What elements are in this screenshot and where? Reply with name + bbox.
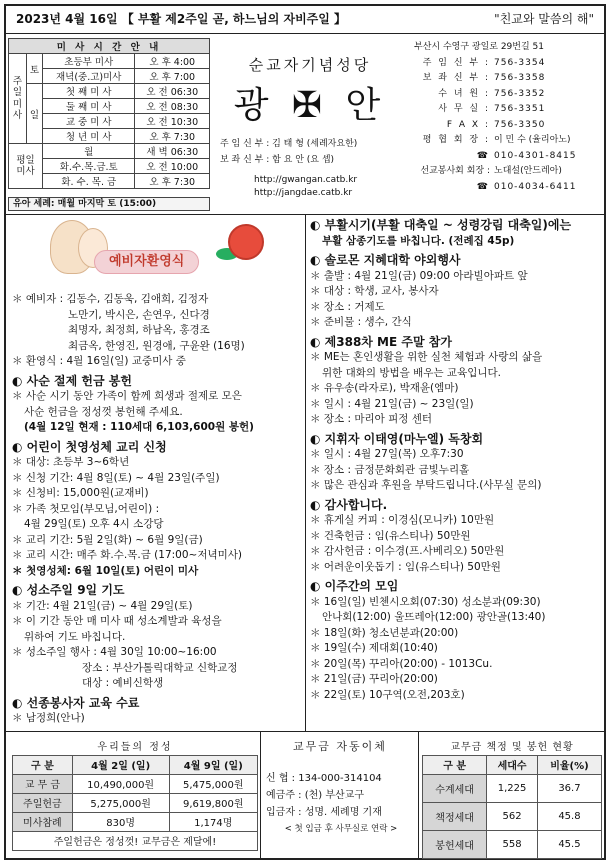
contact-row [410,133,602,149]
text-line: 4월 29일(토) 오후 4시 소강당 [24,518,164,530]
text-line: ＊ 일시 : 4월 27일(목) 오후7:30 [310,448,464,460]
mass-time: 오 후 7:30 [135,174,210,189]
table-cell: 1,225 [487,774,538,802]
phone-icon: ☎ [476,181,490,192]
row-label: 미사참례 [13,812,73,831]
contact-row [410,71,602,87]
section-heading: ◐ 이주간의 모임 [310,579,399,593]
table-cell: 562 [487,802,538,830]
table-cell: 10,490,000원 [72,774,169,793]
contact-value: 010-4034-6411 [494,181,577,192]
assistant-priest-line: 보 좌 신 부 : 함 요 안 (요 셉) [220,155,335,165]
welcome-banner [12,218,302,292]
website-link[interactable]: http://gwangan.catb.kr [254,175,358,185]
giro-info [266,770,416,838]
contact-label: 사 무 실 : [438,104,490,114]
text-line: ＊ 가족 첫모임(부모님,어린이) : [12,502,160,515]
text-line: 최금옥, 한영진, 원경애, 구윤완 (16명) [68,339,245,352]
contact-row [410,102,602,118]
sunday-label: 일 [27,84,43,144]
contact-label: 보 좌 신 부 : [422,73,490,83]
phone-icon: ☎ [476,150,490,161]
text-line: ＊ 감사헌금 : 이수경(프.사베리오) 50만원 [310,545,505,557]
parish-subtitle: 순교자기념성당 [248,56,372,74]
table-cell: 1,174명 [169,812,257,831]
text-line: 최명자, 최정희, 하남옥, 홍경조 [68,324,210,336]
contact-label: 수 녀 원 : [438,88,490,99]
mass-time: 오 전 08:30 [135,99,210,114]
divider [260,731,261,860]
text-line: ＊ ME는 혼인생활을 위한 실천 체험과 사랑의 삶을 [310,351,543,363]
website-link[interactable]: http://jangdae.catb.kr [254,188,353,198]
weekday-mass-label: 평일 미사 [9,144,43,189]
text-line: ＊ 이 기간 동안 매 미사 때 성소계발과 육성을 [12,615,222,627]
offering-footer: 주일헌금은 정성껏! 교무금은 제달에! [13,831,258,850]
contact-value: 010-4301-8415 [494,150,577,161]
text-line: ＊ 장소 : 마리아 피정 센터 [310,413,433,425]
welcome-badge: 예비자환영식 [94,250,199,274]
text-line: ＊ 유우송(라자로), 박재윤(엠마) [310,382,459,394]
text-line: ＊ 많은 관심과 후원을 부탁드립니다.(사무실 문의) [310,479,542,491]
table-cell: 558 [487,830,538,858]
contact-value: 756-3354 [494,57,546,68]
text-line: ＊ 교리 기간: 5월 2일(화) ~ 6월 9일(금) [12,533,203,546]
section-heading: ◐ 선종봉사자 교육 수료 [12,695,140,710]
text-line: ＊ 출발 : 4월 21일(금) 09:00 아라빌아파트 앞 [310,269,528,282]
contact-row [410,149,602,165]
parish-name: 광 ✠ 안 [233,85,387,126]
text-line: ＊ 19일(수) 제대회(10:40) [310,642,438,654]
address-text: 부산시 수영구 광일로 29번길 51 [414,42,544,52]
mass-name: 교 중 미 사 [43,114,135,129]
right-column [310,218,602,703]
column-header: 세대수 [487,755,538,774]
mass-name: 화. 수. 목. 금 [43,174,135,189]
bulletin-header-bar [4,4,606,34]
section-heading: ◐ 성소주일 9일 기도 [12,583,125,597]
year-motto: "친교와 말씀의 해" [494,12,594,26]
contact-row [410,56,602,72]
table-cell: 5,275,000원 [72,793,169,812]
mass-name: 재녁(중.고)미사 [43,69,135,84]
text-line: 위한 대화의 방법을 배우는 교육입니다. [322,366,501,379]
contact-label: 주 임 신 부 : [422,57,490,68]
text-line: ＊ 건축헌금 : 임(유스티나) 50만원 [310,529,471,542]
row-label: 봉헌세대 [423,830,487,858]
text-line: (4월 12일 현재 : 110세대 6,103,600원 봉헌) [24,421,254,433]
mass-name: 월 [43,144,135,159]
text-line: ＊ 사순 시기 동안 가족이 함께 희생과 절제로 모은 [12,390,242,402]
contact-value: 756-3358 [494,73,546,83]
contact-label: 선교봉사회 회장 : [420,166,490,176]
text-line: ＊ 장소 : 거제도 [310,300,385,313]
flower-icon [228,224,264,260]
text-line: ＊ 20일(목) 꾸리아(20:00) - 1013Cu. [310,657,493,670]
contact-row [410,164,602,180]
table-cell: 5,475,000원 [169,774,257,793]
mass-name: 청 년 미 사 [43,129,135,144]
contact-value: 노대설(안드레아) [494,166,562,176]
row-label: 책정세대 [423,802,487,830]
sunday-mass-label: 주 일 미 사 [9,54,27,144]
text-line: ＊ 환영식 : 4월 16일(일) 교중미사 중 [12,355,186,367]
text-line: ＊ 일시 : 4월 21일(금) ~ 23일(일) [310,397,474,410]
text-line: 안나회(12:00) 울뜨레아(12:00) 광안골(13:40) [322,611,546,623]
contact-value: 이 민 수 (율리아노) [494,135,571,145]
table-cell: 45.5 [537,830,601,858]
text-line: 위하여 기도 바칩니다. [24,630,126,643]
column-header: 구 분 [423,755,487,774]
text-line: ＊ 대상 : 학생, 교사, 봉사자 [310,285,439,297]
row-label: 주일헌금 [13,793,73,812]
row-label: 수계세대 [423,774,487,802]
section-heading: ◐ 부활시기(부활 대축일 ~ 성령강림 대축일)에는 [310,218,572,232]
bank-account: 신 협 : 134-000-314104 [266,773,382,784]
column-header: 4월 9일 (일) [169,755,257,774]
table-cell: 36.7 [537,774,601,802]
text-line: ＊ 18일(화) 청소년분과(20:00) [310,626,459,639]
contact-value: 756-3352 [494,88,546,99]
address-line [410,40,602,56]
account-holder: 예금주 : (천) 부산교구 [266,790,364,801]
infant-baptism-note: 유아 세례: 매월 마지막 토 (15:00) [8,197,210,211]
left-column [12,218,302,727]
text-line: ＊ 22일(토) 10구역(오전,203호) [310,688,465,701]
depositor-note: 입금자 : 성명. 세례명 기재 [266,807,382,818]
mass-name: 화.수.목.금.토 [43,159,135,174]
section-heading: ◐ 제388차 ME 주말 참가 [310,334,452,349]
contact-row [410,118,602,134]
column-divider [305,214,306,731]
contact-office-note: < 첫 입금 후 사무실로 연락 > [284,824,398,834]
mass-schedule-title: 미 사 시 간 안 내 [9,39,210,54]
contact-label: F A X : [446,119,490,130]
table-cell: 830명 [72,812,169,831]
text-line: 부활 삼종기도를 바칩니다. (전례집 45p) [322,234,515,247]
table-cell: 45.8 [537,802,601,830]
text-line: ＊ 장소 : 금정문화회관 금빛누리홀 [310,463,470,476]
text-line: ＊ 남정희(안나) [12,712,85,724]
section-heading: ◐ 감사합니다. [310,497,388,512]
contact-value: 756-3351 [494,104,546,114]
text-line: 장소 : 부산가톨릭대학교 신학교정 [82,661,238,674]
text-line: ＊ 대상: 초등부 3~6학년 [12,456,130,468]
status-title: 교무금 책정 및 봉헌 현황 [450,741,574,753]
text-line: 대상 : 예비신학생 [82,677,164,689]
contact-row [410,180,602,196]
offering-table [12,736,258,851]
pastor-line: 주 임 신 부 : 김 태 형 (세례자요한) [220,139,358,149]
section-heading: ◐ 어린이 첫영성체 교리 신청 [12,439,167,454]
text-line: ＊ 첫영성체: 6월 10일(토) 어린이 미사 [12,564,199,577]
mass-name: 첫 째 미 사 [43,84,135,99]
mass-name: 둘 째 미 사 [43,99,135,114]
giro-title: 교무금 자동이체 [293,740,387,753]
text-line: ＊ 예비자 : 김동수, 김동욱, 김애희, 김정자 [12,293,209,305]
section-heading: ◐ 지휘자 이태영(마누엘) 독창회 [310,431,484,446]
text-line: ＊ 신청 기간: 4월 8일(토) ~ 4월 23일(주일) [12,471,220,484]
text-line: 노만기, 박시은, 손연우, 신다경 [68,308,210,321]
mass-name: 초등부 미사 [43,54,135,69]
table-cell: 9,619,800원 [169,793,257,812]
saturday-label: 토 [27,54,43,84]
mass-time: 오 전 10:00 [135,159,210,174]
mass-schedule-table [8,38,210,189]
text-line: ＊ 어려운이웃돕기 : 임(유스티나) 50만원 [310,560,501,573]
text-line: ＊ 준비물 : 생수, 간식 [310,316,412,328]
text-line: ＊ 교리 시간: 매주 화.수.목.금 (17:00~저녁미사) [12,549,242,561]
divider [4,731,606,732]
text-line: ＊ 16일(일) 빈첸시오회(07:30) 성소분과(09:30) [310,595,541,608]
parish-title-block [214,38,406,210]
offering-title: 우리들의 정성 [97,741,173,753]
text-line: ＊ 휴게실 커피 : 이경심(모니카) 10만원 [310,514,495,526]
section-heading: ◐ 사순 절제 헌금 봉헌 [12,373,132,388]
text-line: ＊ 21일(금) 꾸리아(20:00) [310,673,438,685]
text-line: 사순 헌금을 정성껏 봉헌해 주세요. [24,405,183,418]
mass-time: 오 전 06:30 [135,84,210,99]
mass-time: 오 후 7:00 [135,69,210,84]
text-line: ＊ 성소주일 행사 : 4월 30일 10:00~16:00 [12,646,217,658]
contact-value: 756-3350 [494,119,546,130]
column-header: 4월 2일 (일) [72,755,169,774]
contact-list [410,40,602,195]
contribution-status-table [422,736,602,859]
divider [418,731,419,860]
row-label: 교 무 금 [13,774,73,793]
mass-time: 오 후 7:30 [135,129,210,144]
mass-time: 오 전 10:30 [135,114,210,129]
section-heading: ◐ 솔로몬 지혜대학 야외행사 [310,253,461,267]
text-line: ＊ 기간: 4월 21일(금) ~ 4월 29일(토) [12,599,193,612]
contact-label: 평 협 회 장 : [422,135,490,145]
mass-time: 새 벽 06:30 [135,144,210,159]
bulletin-date: 2023년 4월 16일 【 부활 제2주일 곧, 하느님의 자비주일 】 [16,12,347,26]
column-header: 구 분 [13,755,73,774]
column-header: 비율(%) [537,755,601,774]
text-line: ＊ 신청비: 15,000원(교재비) [12,487,149,499]
mass-time: 오 후 4:00 [135,54,210,69]
contact-row [410,87,602,103]
